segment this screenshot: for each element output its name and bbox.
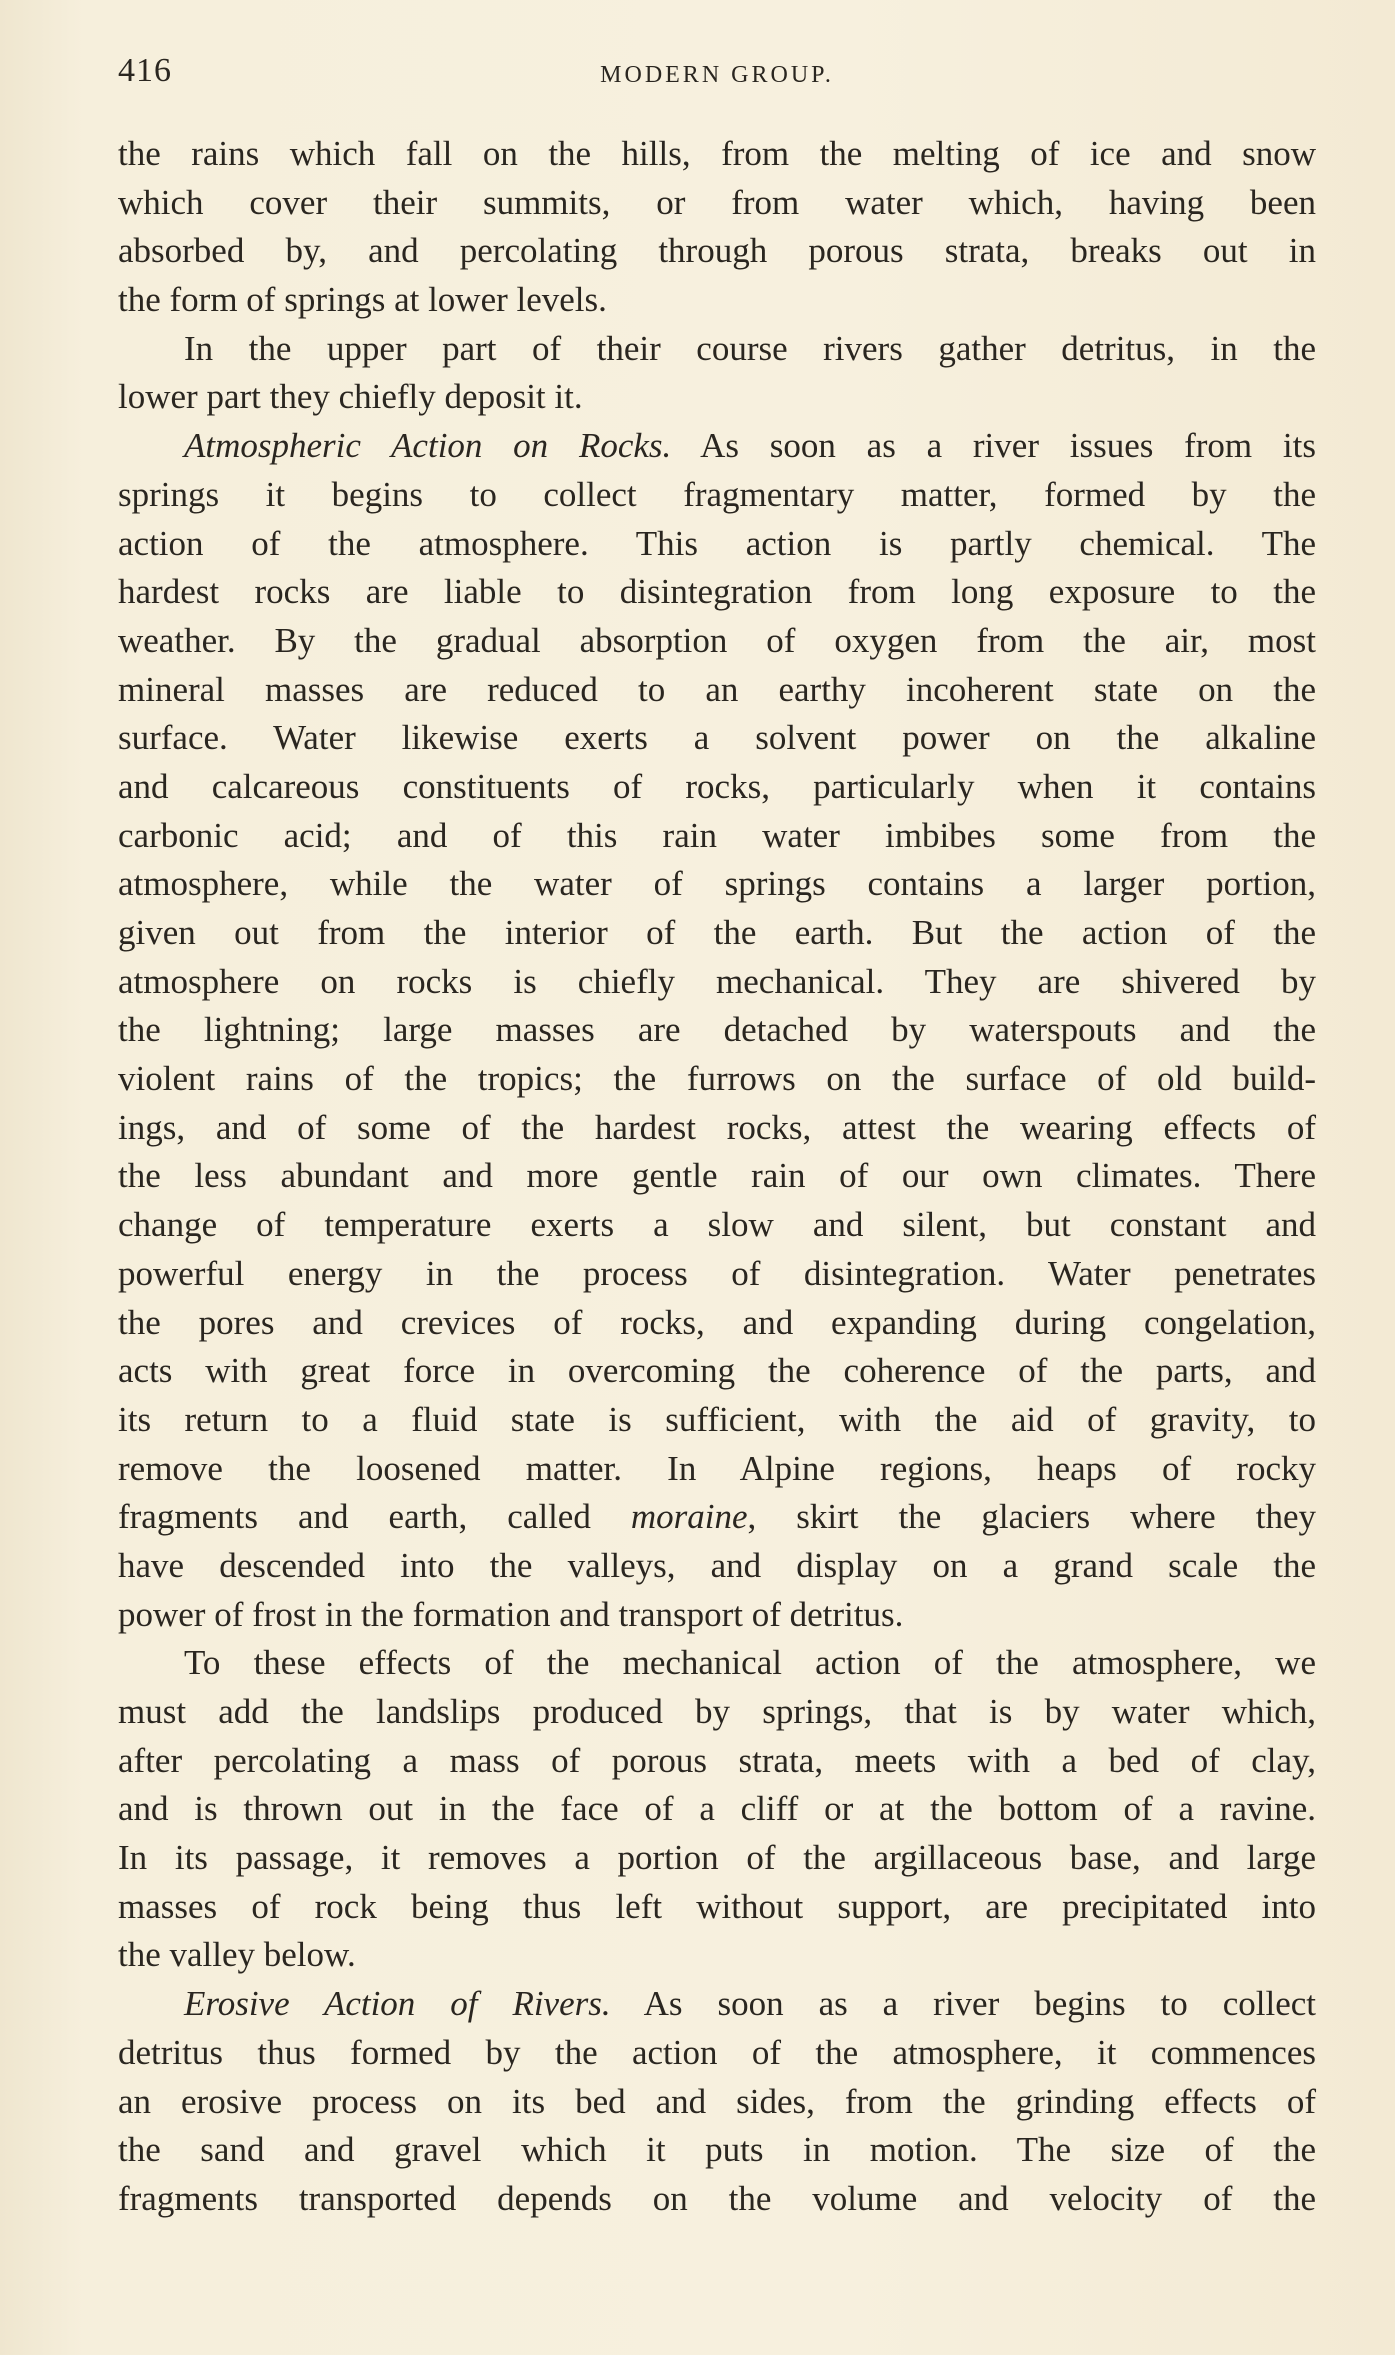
text-line: the rains which fall on the hills, from the melting of ice and snow bbox=[118, 134, 1316, 173]
text-line: have descended into the valleys, and display on a grand scale the bbox=[118, 1545, 1316, 1585]
body-text bbox=[118, 130, 1316, 2224]
running-head bbox=[118, 52, 1316, 102]
text-line: masses of rock being thus left without support, are precipitated into bbox=[118, 1886, 1316, 1926]
section-heading-line bbox=[118, 1980, 1316, 2029]
text-line: powerful energy in the process of disintegration. Water penetrates bbox=[118, 1253, 1316, 1293]
section-heading-text: As soon as a river issues from its bbox=[671, 426, 1316, 466]
page-number: 416 bbox=[118, 52, 172, 89]
text-line: acts with great force in overcoming the coherence of the parts, and bbox=[118, 1351, 1316, 1391]
text-line: detritus thus formed by the action of the atmosphere, it commences bbox=[118, 2032, 1316, 2072]
text-line-suffix: , skirt the glaciers where they bbox=[747, 1497, 1316, 1537]
text-line: atmosphere on rocks is chiefly mechanical. They are shivered by bbox=[118, 961, 1316, 1001]
text-line: mineral masses are reduced to an earthy incoherent state on the bbox=[118, 669, 1316, 709]
text-line: after percolating a mass of porous strata, meets with a bed of clay, bbox=[118, 1740, 1316, 1780]
text-line: an erosive process on its bed and sides, from the grinding effects of bbox=[118, 2081, 1316, 2121]
emphasized-term: moraine bbox=[630, 1497, 748, 1537]
text-line: surface. Water likewise exerts a solvent power on the alkaline bbox=[118, 718, 1316, 758]
text-line: hardest rocks are liable to disintegration from long exposure to the bbox=[118, 572, 1316, 612]
text-line: fragments transported depends on the volume and velocity of the bbox=[118, 2178, 1316, 2218]
text-line: lower part they chiefly deposit it. bbox=[118, 377, 583, 417]
text-line: which cover their summits, or from water which, having been bbox=[118, 182, 1316, 222]
text-line: the pores and crevices of rocks, and expanding during congelation, bbox=[118, 1302, 1316, 1342]
section-heading: Atmospheric Action on Rocks. bbox=[184, 426, 672, 466]
text-line: and calcareous constituents of rocks, particularly when it contains bbox=[118, 766, 1316, 806]
section-heading-line bbox=[118, 422, 1316, 471]
text-line: the lightning; large masses are detached by waterspouts and the bbox=[118, 1010, 1316, 1050]
text-line: absorbed by, and percolating through porous strata, breaks out in bbox=[118, 231, 1316, 271]
text-line: the valley below. bbox=[118, 1935, 356, 1975]
running-title: MODERN GROUP. bbox=[600, 62, 834, 88]
text-line: To these effects of the mechanical action of the atmosphere, we bbox=[184, 1643, 1316, 1683]
text-line: the sand and gravel which it puts in motion. The size of the bbox=[118, 2130, 1316, 2170]
text-line: must add the landslips produced by springs, that is by water which, bbox=[118, 1692, 1316, 1731]
text-line: carbonic acid; and of this rain water imbibes some from the bbox=[118, 815, 1316, 855]
text-line: springs it begins to collect fragmentary matter, formed by the bbox=[118, 474, 1316, 514]
text-line: atmosphere, while the water of springs contains a larger portion, bbox=[118, 864, 1316, 904]
text-line: change of temperature exerts a slow and silent, but constant and bbox=[118, 1205, 1316, 1245]
text-line: weather. By the gradual absorption of oxygen from the air, most bbox=[118, 620, 1316, 660]
text-line-with-emphasis bbox=[118, 1493, 1316, 1542]
section-heading-text: As soon as a river begins to collect bbox=[610, 1984, 1316, 2024]
text-line: violent rains of the tropics; the furrows on the surface of old build- bbox=[118, 1059, 1316, 1099]
text-line: In the upper part of their course rivers gather detritus, in the bbox=[184, 328, 1316, 368]
text-line: the form of springs at lower levels. bbox=[118, 280, 607, 320]
text-line: its return to a fluid state is sufficient, with the aid of gravity, to bbox=[118, 1399, 1316, 1439]
section-heading: Erosive Action of Rivers. bbox=[184, 1984, 611, 2024]
text-line-prefix: fragments and earth, called bbox=[118, 1497, 631, 1537]
text-line: ings, and of some of the hardest rocks, attest the wearing effects of bbox=[118, 1107, 1316, 1147]
text-line: In its passage, it removes a portion of the argillaceous base, and large bbox=[118, 1838, 1316, 1878]
text-line: remove the loosened matter. In Alpine regions, heaps of rocky bbox=[118, 1448, 1316, 1488]
text-line: power of frost in the formation and transport of detritus. bbox=[118, 1594, 904, 1634]
text-line: the less abundant and more gentle rain of our own climates. There bbox=[118, 1156, 1316, 1196]
text-line: and is thrown out in the face of a cliff or at the bottom of a ravine. bbox=[118, 1789, 1316, 1829]
text-line: action of the atmosphere. This action is partly chemical. The bbox=[118, 523, 1316, 563]
text-line: given out from the interior of the earth. But the action of the bbox=[118, 913, 1316, 952]
